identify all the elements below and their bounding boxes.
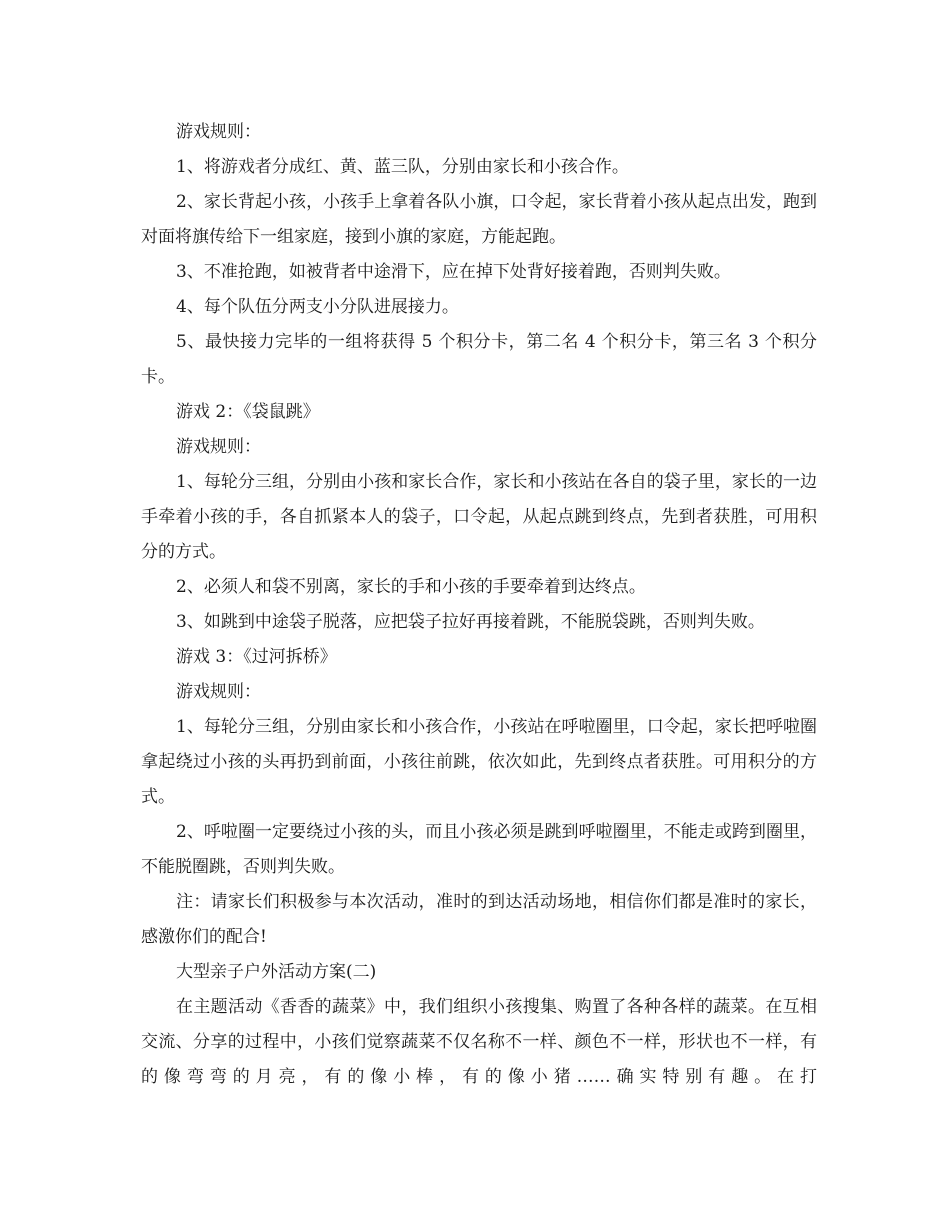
text-line: 长的一边手牵着小孩的手，各自抓紧本人的袋子，口令起，从起点跳到终点，先到 xyxy=(141,472,818,527)
text-line: 2、必须人和袋不别离，家长的手和小孩的手要牵着到达终点。 xyxy=(176,577,646,597)
text-line: 大型亲子户外活动方案(二) xyxy=(176,962,377,982)
paragraph xyxy=(141,955,817,990)
document-page xyxy=(141,115,817,1095)
text-line: 家长，感激你们的配合! xyxy=(141,892,818,947)
text-line: 到圈里，不能脱圈跳，否则判失败。 xyxy=(141,822,818,877)
text-line: 游戏规则： xyxy=(176,122,261,142)
paragraph xyxy=(141,885,817,955)
paragraph xyxy=(141,640,817,675)
paragraph xyxy=(141,325,817,395)
paragraph xyxy=(141,465,817,570)
text-line: 2、家长背起小孩，小孩手上拿着各队小旗，口令起，家长背着小孩从起点出 xyxy=(176,192,749,212)
text-line: 3、不准抢跑，如被背者中途滑下，应在掉下处背好接着跑，否则判失败。 xyxy=(176,262,731,282)
text-line: 5、最快接力完毕的一组将获得 5 个积分卡，第二名 4 个积分卡，第三名 3 个 xyxy=(176,332,783,352)
text-line: 发，跑到对面将旗传给下一组家庭，接到小旗的家庭，方能起跑。 xyxy=(141,192,818,247)
text-line: 在互相交流、分享的过程中，小孩们觉察蔬菜不仅名称不一样、颜色不一样，形状 xyxy=(141,997,818,1052)
paragraph xyxy=(141,605,817,640)
text-line: 可用积分的方式。 xyxy=(141,752,818,807)
paragraph xyxy=(141,990,817,1095)
text-line: 也不一样，有的像弯弯的月亮，有的像小棒，有的像小猪……确实特别有趣。在打 xyxy=(141,1032,818,1087)
text-line: 2、呼啦圈一定要绕过小孩的头，而且小孩必须是跳到呼啦圈里，不能走或跨 xyxy=(176,822,749,842)
text-line: 者获胜，可用积分的方式。 xyxy=(141,507,818,562)
paragraph xyxy=(141,290,817,325)
paragraph xyxy=(141,430,817,465)
text-line: 注：请家长们积极参与本次活动，准时的到达活动场地，相信你们都是准时的 xyxy=(176,892,766,912)
text-line: 游戏 2：《袋鼠跳》 xyxy=(176,402,320,422)
text-line: 游戏规则： xyxy=(176,437,261,457)
paragraph xyxy=(141,570,817,605)
text-line: 3、如跳到中途袋子脱落，应把袋子拉好再接着跳，不能脱袋跳，否则判失败。 xyxy=(176,612,765,632)
paragraph xyxy=(141,115,817,150)
text-line: 游戏规则： xyxy=(176,682,261,702)
text-line: 在主题活动《香香的蔬菜》中，我们组织小孩搜集、购置了各种各样的蔬菜。 xyxy=(176,997,766,1017)
text-line: 4、每个队伍分两支小分队进展接力。 xyxy=(176,297,459,317)
text-line: 把呼啦圈拿起绕过小孩的头再扔到前面，小孩往前跳，依次如此，先到终点者获胜。 xyxy=(141,717,818,772)
text-line: 1、每轮分三组，分别由家长和小孩合作，小孩站在呼啦圈里，口令起，家长 xyxy=(176,717,749,737)
text-line: 游戏 3：《过河拆桥》 xyxy=(176,647,337,667)
text-line: 积分卡。 xyxy=(141,332,817,387)
paragraph xyxy=(141,815,817,885)
text-line: 1、将游戏者分成红、黄、蓝三队，分别由家长和小孩合作。 xyxy=(176,157,629,177)
paragraph xyxy=(141,255,817,290)
paragraph xyxy=(141,185,817,255)
text-line: 1、每轮分三组，分别由小孩和家长合作，家长和小孩站在各自的袋子里，家 xyxy=(176,472,749,492)
paragraph xyxy=(141,395,817,430)
paragraph xyxy=(141,675,817,710)
paragraph xyxy=(141,150,817,185)
paragraph xyxy=(141,710,817,815)
